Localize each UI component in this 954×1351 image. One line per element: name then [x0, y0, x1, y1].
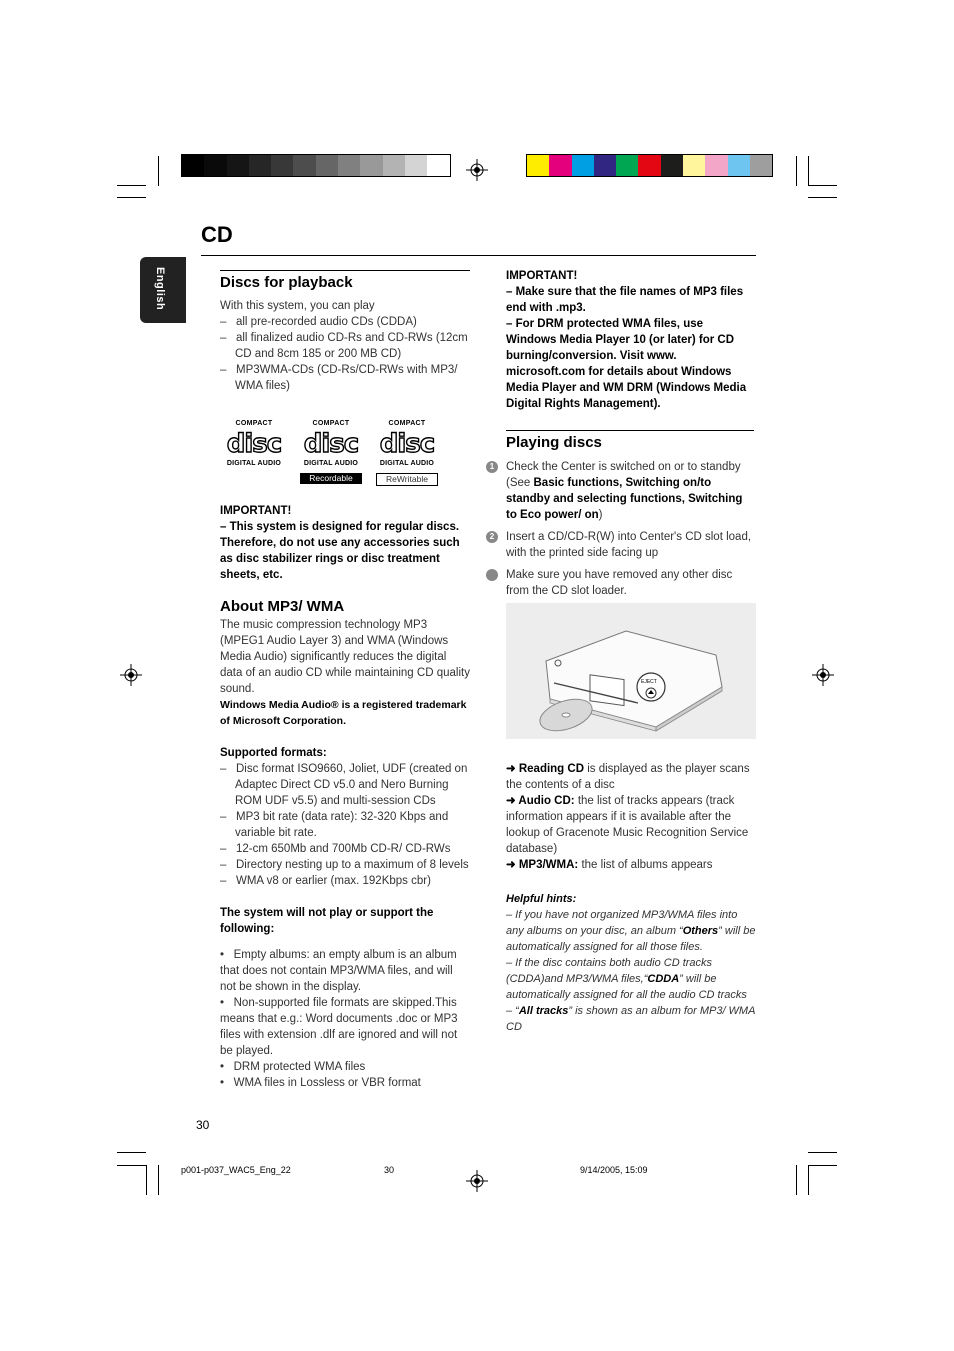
- important-text: – This system is designed for regular discs. Therefore, do not use any accessories such as disc stabilizer rings or disc treatment sheets, etc.: [220, 521, 460, 581]
- discs-heading: Discs for playback: [220, 274, 353, 291]
- color-swatch: [638, 155, 660, 176]
- list-item: • Empty albums: an empty album is an album that does not contain MP3/WMA files, and will not be shown in the display.: [220, 949, 457, 993]
- list-item: – all finalized audio CD-Rs and CD-RWs (12cm CD and 8cm 185 or 200 MB CD): [220, 332, 468, 360]
- section-divider: [220, 270, 470, 271]
- color-swatch: [360, 155, 382, 176]
- mp3-body: The music compression technology MP3 (MPEG1 Audio Layer 3) and WMA (Windows Media Audio) significantly reduces the digital data of an audio CD while maintaining CD quality sound.: [220, 619, 470, 695]
- footer-date: 9/14/2005, 15:09: [580, 1165, 648, 1175]
- footer-file-name: p001-p037_WAC5_Eng_22: [181, 1165, 291, 1175]
- cd-player-illustration: [506, 603, 756, 739]
- page-number: 30: [196, 1118, 210, 1132]
- color-swatch: [683, 155, 705, 176]
- result-line: ➜ MP3/WMA: the list of albums appears: [506, 859, 713, 871]
- step-number: 1: [486, 461, 498, 473]
- color-swatch: [271, 155, 293, 176]
- section-divider: [506, 430, 754, 431]
- important-line: – Make sure that the file names of MP3 files end with .mp3.: [506, 286, 744, 314]
- step-2: 2 Insert a CD/CD-R(W) into Center's CD slot load, with the printed side facing up: [486, 529, 756, 561]
- step-bullet-icon: [486, 569, 498, 581]
- result-line: ➜ Reading CD is displayed as the player scans the contents of a disc: [506, 763, 750, 791]
- registration-mark-icon: [466, 159, 488, 181]
- unsupported-label: The system will not play or support the following:: [220, 907, 434, 935]
- color-swatch: [227, 155, 249, 176]
- color-swatch: [705, 155, 727, 176]
- color-swatch: [204, 155, 226, 176]
- result-line: ➜ Audio CD: the list of tracks appears (track information appears if it is available after the lookup of Gracenote Music Recognition Service database): [506, 795, 749, 855]
- color-swatch: [549, 155, 571, 176]
- disc-logos: [220, 394, 470, 484]
- step-1: 1 Check the Center is switched on or to standby (See Basic functions, Switching on/to standby and selecting functions, Switching to Eco power/ on): [486, 459, 756, 523]
- list-item: • WMA files in Lossless or VBR format: [220, 1077, 421, 1089]
- registration-mark-icon: [812, 664, 834, 686]
- language-tab: [140, 257, 186, 323]
- list-item: – WMA v8 or earlier (max. 192Kbps cbr): [220, 875, 431, 887]
- color-swatch: [405, 155, 427, 176]
- color-swatch: [316, 155, 338, 176]
- hint-item: – “All tracks” is shown as an album for MP3/ WMA CD: [506, 1005, 756, 1033]
- color-swatch: [249, 155, 271, 176]
- compact-disc-recordable-logo: COMPACT disc DIGITAL AUDIO Recordable: [300, 416, 362, 466]
- title-divider: [201, 255, 756, 256]
- color-swatch: [182, 155, 204, 176]
- formats-label: Supported formats:: [220, 747, 327, 759]
- eject-label: EJECT: [641, 679, 657, 685]
- color-swatch: [338, 155, 360, 176]
- gray-color-bar: [181, 154, 451, 177]
- compact-disc-rewritable-logo: COMPACT disc DIGITAL AUDIO ReWritable: [376, 416, 438, 466]
- important-label: IMPORTANT!: [506, 270, 578, 282]
- registration-mark-icon: [466, 1170, 488, 1192]
- list-item: – Disc format ISO9660, Joliet, UDF (created on Adaptec Direct CD v5.0 and Nero Burning ROM UDF v5.5) and multi-session CDs: [220, 763, 468, 807]
- mp3-wma-heading: About MP3/ WMA: [220, 598, 345, 615]
- list-item: • DRM protected WMA files: [220, 1061, 366, 1073]
- color-swatch: [427, 155, 449, 176]
- hint-item: – If you have not organized MP3/WMA files into any albums on your disc, an album “Others” will be automatically assigned for all those files.: [506, 909, 756, 953]
- list-item: – MP3WMA-CDs (CD-Rs/CD-RWs with MP3/ WMA files): [220, 364, 458, 392]
- right-column: [489, 268, 756, 1035]
- page-title: CD: [201, 222, 233, 247]
- footer-page: 30: [384, 1165, 395, 1175]
- color-swatch: [527, 155, 549, 176]
- color-swatch: [572, 155, 594, 176]
- color-calibration-bar: [526, 154, 773, 177]
- color-swatch: [383, 155, 405, 176]
- discs-intro: With this system, you can play: [220, 300, 375, 312]
- important-label: IMPORTANT!: [220, 505, 292, 517]
- list-item: – 12-cm 650Mb and 700Mb CD-R/ CD-RWs: [220, 843, 451, 855]
- color-swatch: [293, 155, 315, 176]
- registration-mark-icon: [120, 664, 142, 686]
- color-swatch: [750, 155, 772, 176]
- color-swatch: [616, 155, 638, 176]
- language-tab-label: English: [154, 267, 166, 311]
- step-3: Make sure you have removed any other disc from the CD slot loader.: [486, 567, 756, 599]
- hints-label: Helpful hints:: [506, 893, 577, 905]
- step-number: 2: [486, 531, 498, 543]
- trademark-note: Windows Media Audio® is a registered trademark of Microsoft Corporation.: [220, 699, 467, 727]
- playing-heading: Playing discs: [506, 434, 602, 451]
- hint-item: – If the disc contains both audio CD tracks (CDDA)and MP3/WMA files,“CDDA” will be automatically assigned for all the audio CD tracks: [506, 957, 747, 1001]
- color-swatch: [728, 155, 750, 176]
- color-swatch: [661, 155, 683, 176]
- left-column: [220, 270, 470, 1091]
- list-item: – MP3 bit rate (data rate): 32-320 Kbps and variable bit rate.: [220, 811, 449, 839]
- important-line: – For DRM protected WMA files, use Windows Media Player 10 (or later) for CD burning/conversion. Visit www. microsoft.com for details about Windows Media Player and WM DRM (Windows Media Digital Rights Management).: [506, 318, 747, 410]
- list-item: – Directory nesting up to a maximum of 8 levels: [220, 859, 469, 871]
- list-item: • Non-supported file formats are skipped.This means that e.g.: Word documents .doc or MP3 files with extension .dlf are ignored and will not be played.: [220, 997, 458, 1057]
- color-swatch: [594, 155, 616, 176]
- list-item: – all pre-recorded audio CDs (CDDA): [220, 316, 417, 328]
- compact-disc-logo: COMPACT disc DIGITAL AUDIO: [226, 420, 282, 467]
